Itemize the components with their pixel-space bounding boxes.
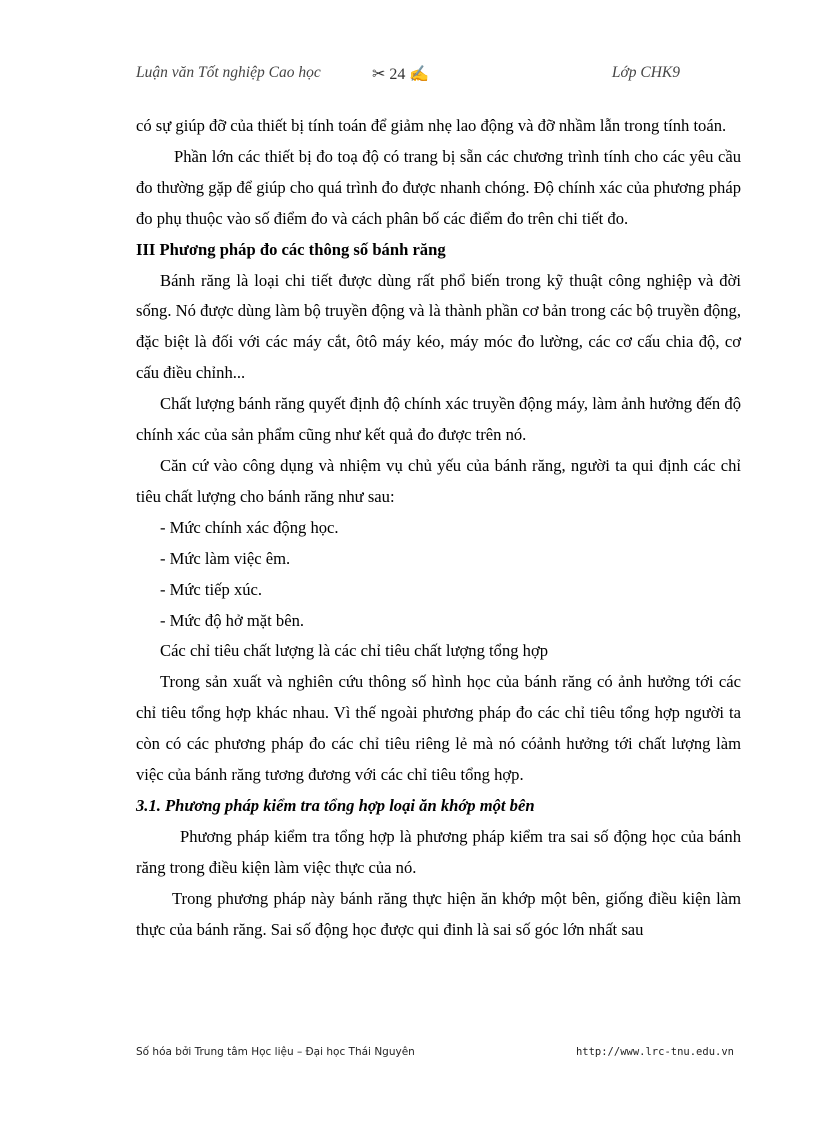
paragraph-quality-criteria: Căn cứ vào công dụng và nhiệm vụ chủ yếu của bánh răng, người ta qui định các chỉ tiêu chất lượng cho bánh răng như sau: bbox=[136, 455, 741, 506]
document-body bbox=[136, 111, 741, 945]
list-item: - Mức tiếp xúc. bbox=[160, 579, 263, 599]
paragraph-gear-quality: Chất lượng bánh răng quyết định độ chính xác truyền động máy, làm ảnh hưởng đến độ chính xác của sản phẩm cũng như kết quả đo được trên nó. bbox=[136, 394, 741, 445]
list-item: - Mức chính xác động học. bbox=[160, 517, 339, 537]
list-item: - Mức làm việc êm. bbox=[160, 548, 291, 568]
header-thesis-title: Luận văn Tốt nghiệp Cao học bbox=[136, 64, 321, 81]
page-footer bbox=[136, 1046, 734, 1064]
list-item: - Mức độ hở mặt bên. bbox=[160, 610, 305, 630]
section-heading: III Phương pháp đo các thông số bánh răng bbox=[136, 239, 446, 259]
paragraph-combined-inspection: Phương pháp kiểm tra tổng hợp là phương pháp kiểm tra sai số động học của bánh răng trong điều kiện làm việc thực của nó. bbox=[136, 826, 741, 877]
page-header bbox=[136, 64, 680, 88]
header-page-number: ✂ 24 ✍ bbox=[372, 66, 430, 83]
paragraph-continuation: có sự giúp đỡ của thiết bị tính toán để giảm nhẹ lao động và đỡ nhầm lẫn trong tính toán. bbox=[136, 116, 727, 135]
paragraph-gear-intro: Bánh răng là loại chi tiết được dùng rất phổ biến trong kỹ thuật công nghiệp và đời sống. Nó được dùng làm bộ truyền động và là thành phần cơ bản trong các bộ truyền động, đặc biệt là đối với các máy cắt, ôtô máy kéo, máy móc đo lường, các cơ cấu chia độ, cơ cấu điều chỉnh... bbox=[136, 270, 741, 383]
paragraph-single-flank: Trong phương pháp này bánh răng thực hiện ăn khớp một bên, giống điều kiện làm thực của bánh răng. Sai số động học được qui đinh là sai số góc lớn nhất sau bbox=[136, 888, 741, 939]
subsection-heading: 3.1. Phương pháp kiểm tra tổng hợp loại ăn khớp một bên bbox=[136, 795, 535, 815]
footer-url: http://www.lrc-tnu.edu.vn bbox=[575, 1046, 734, 1058]
header-class-name: Lớp CHK9 bbox=[611, 64, 680, 81]
paragraph-combined-criteria: Các chỉ tiêu chất lượng là các chỉ tiêu chất lượng tổng hợp bbox=[160, 641, 549, 661]
paragraph-measuring-devices: Phần lớn các thiết bị đo toạ độ có trang bị sẵn các chương trình tính cho các yêu cầu đo thường gặp để giúp cho quá trình đo được nhanh chóng. Độ chính xác của phương pháp đo phụ thuộc vào số điểm đo và cách phân bố các điểm đo trên chi tiết đo. bbox=[136, 146, 741, 228]
footer-digitized-by: Số hóa bởi Trung tâm Học liệu – Đại học Thái Nguyên bbox=[136, 1046, 415, 1058]
paragraph-individual-criteria: Trong sản xuất và nghiên cứu thông số hình học của bánh răng có ảnh hưởng tới các chỉ tiêu tổng hợp khác nhau. Vì thế ngoài phương pháp đo các chỉ tiêu tổng hợp người ta còn có các phương pháp đo các chỉ tiêu riêng lẻ mà nó cóảnh hưởng tới chất lượng làm việc của bánh răng tương đương với các chỉ tiêu tổng hợp. bbox=[136, 672, 741, 785]
